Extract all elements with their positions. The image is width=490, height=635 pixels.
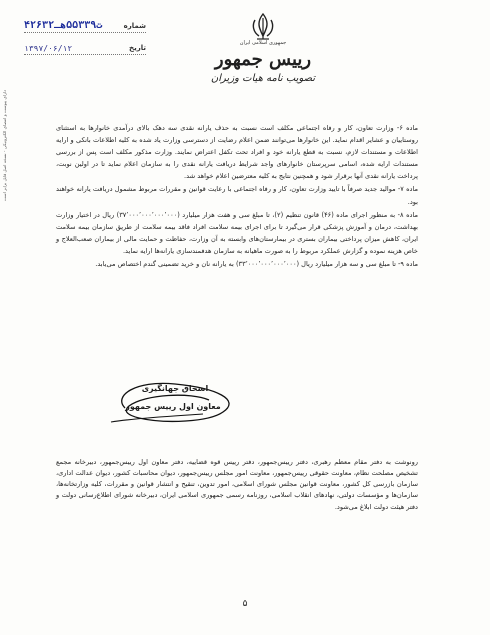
side-note: دارای پیوست و امضای الکترونیکی - نسخه اصل قابل برابر است [2,90,7,201]
government-name: جمهوری اسلامی ایران [239,40,287,46]
copies-recipients: رونوشت به دفتر مقام معظم رهبری، دفتر رییس‌جمهور، دفتر رییس قوه قضاییه، دفتر معاون اول رییس‌جمهور، دبیرخانه مجمع تشخیص مصلحت نظام، معاونت حقوقی رییس‌جمهور، معاونت امور مجلس رییس‌جمهور، دیوان محاسبات کشور، دیوان عدالت اداری، سازمان بازرسی کل کشور، معاونت قوانین مجلس شورای اسلامی، امور تدوین، تنقیح و انتشار قوانین و مقررات، کلیه وزارتخانه‌ها، سازمان‌ها و مؤسسات دولتی، نهادهای انقلاب اسلامی، روزنامه رسمی جمهوری اسلامی ایران، دبیرخانه شورای اطلاع‌رسانی دولت و دفتر هیئت دولت ابلاغ می‌شود. [56,457,418,511]
office-title: رییس جمهور [214,49,312,70]
article-6: ماده ۶- وزارت تعاون، کار و رفاه اجتماعی مکلف است نسبت به حذف یارانه نقدی سه دهک بالای درآمدی خانوارها به استثنای روستاییان و عشایر اقدام نماید. این خانوارها می‌توانند ضمن اعلام رضایت از دسترسی وزارت یاد شده به کلیه اطلاعات بانکی و ارایه اطلاعات و مستندات لازم، نسبت به قطع یارانه خود و افراد تحت تکفل اعتراض نمایند. وزارت مذکور مکلف است پس از بررسی مستندات ارایه شده، اسامی سرپرستان خانوارهای واجد شرایط دریافت یارانه نقدی را به سازمان اعلام نماید تا در اولین نوبت، پرداخت یارانه نقدی آنها برقرار شود و همچنین نتایج به کلیه معترضین اعلام خواهد شد. [56,124,418,181]
article-7: ماده ۷- مواليد جديد صرفاً با تاييد وزارت تعاون، كار و رفاه اجتماعی با رعايت قوانين و مقررات مربوط مشمول دريافت يارانه خواهند بود. [56,185,419,206]
article-9: ماده ۹- تا مبلغ سی و سه هزار میلیارد ریال (۳۳٬۰۰۰٬۰۰۰٬۰۰۰٬۰۰۰) به یارانه نان و خرید تضمینی گندم اختصاص می‌یابد. [95,260,418,269]
date-value: ۱۳۹۷/۰۶/۱۲ [24,44,73,53]
number-label: شماره [123,22,146,30]
number-value: ۴۲۶۳۲ت۵۵۳۳۹هـ [24,20,103,31]
date-row [24,36,146,55]
letter-meta [24,14,146,58]
date-label: تاریخ [129,44,146,52]
signer-title: معاون اول رییس جمهور [125,402,221,411]
number-row [24,14,146,33]
office-subtitle: تصویب نامه هیات وزیران [210,73,316,84]
signer-name: اسحاق جهانگیری [141,384,209,393]
national-emblem-icon [246,12,280,42]
document-body [56,122,418,271]
page-number: ۵ [242,599,248,609]
article-8: ماده ۸- به منظور اجرای ماده (۴۶) قانون تنظیم (۲)، تا مبلغ سی و هفت هزار میلیارد (۳۷٬۰۰۰٬۰۰۰٬۰۰۰٬۰۰۰) ریال در اختیار وزارت بهداشت، درمان و آموزش پزشکی قرار می‌گیرد تا برای اجرای بیمه سلامت افراد فاقد بیمه سلامت از طریق سازمان بیمه سلامت ایران، کاهش میزان پرداختی بیماران بستری در بیمارستان‌های وابسته به آن وزارت، حفاظت و حمایت مالی از بیماران صعب‌العلاج و خاص هزینه نموده و گزارش عملکرد مربوط را به صورت ماهیانه به سازمان هدفمندسازی یارانه‌ها ارایه نماید. [56,210,419,255]
